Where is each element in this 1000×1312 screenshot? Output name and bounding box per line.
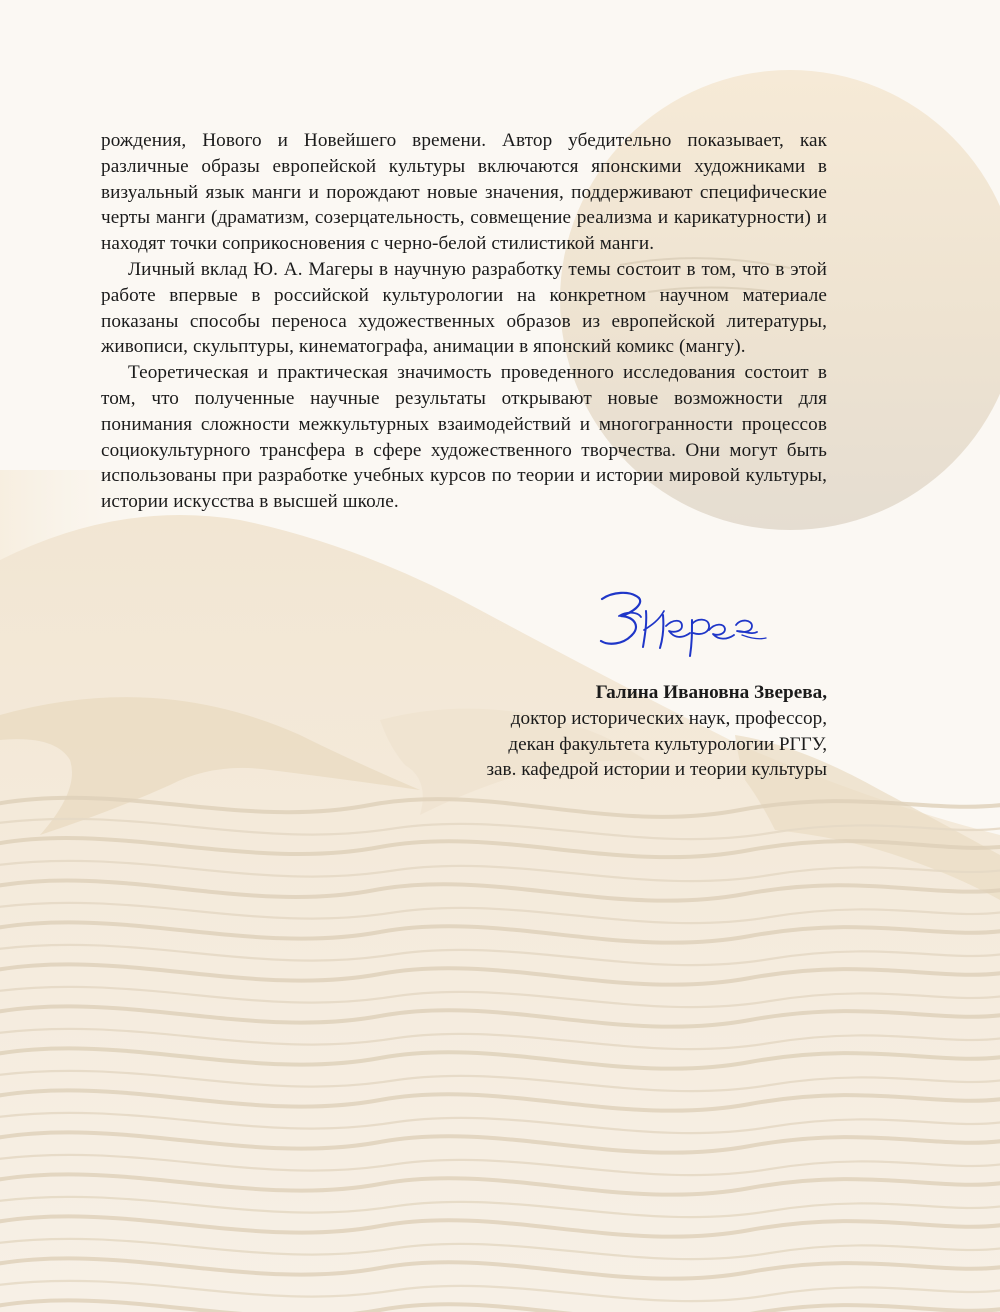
paragraph-2: Личный вклад Ю. А. Магеры в научную разработку темы состоит в том, что в этой работе впервые в российской культурологии на конкретном научном материале показаны способы переноса художественных образов из европейской литературы, живописи, скульптуры, кинематографа, анимации в японский комикс (мангу). bbox=[101, 258, 827, 358]
handwritten-signature bbox=[592, 580, 774, 660]
paragraph-1: рождения, Нового и Новейшего времени. Автор убедительно показывает, как различные образы европейской культуры включаются японскими художниками в визуальный язык манги и порождают новые значения, поддерживают специфические черты манги (драматизм, созерцательность, совмещение реализма и карикатурности) и находят точки соприкосновения с черно-белой стилистикой манги. bbox=[101, 130, 827, 255]
author-title-line: доктор исторических наук, профессор, bbox=[510, 707, 827, 729]
author-title-line: декан факультета культурологии РГГУ, bbox=[508, 733, 827, 755]
author-signature-block bbox=[397, 680, 827, 783]
signature-drawing bbox=[592, 580, 774, 660]
paragraph-3: Теоретическая и практическая значимость проведенного исследования состоит в том, что полученные научные результаты открывают новые возможности для понимания сложности межкультурных взаимодействий и многогранности процессов социокультурного трансфера в сфере художественного творчества. Они могут быть использованы при разработке учебных курсов по теории и истории мировой культуры, истории искусства в высшей школе. bbox=[101, 362, 827, 513]
author-title-line: зав. кафедрой истории и теории культуры bbox=[486, 759, 827, 781]
author-name: Галина Ивановна Зверева, bbox=[595, 682, 827, 703]
main-text-block bbox=[101, 128, 827, 515]
